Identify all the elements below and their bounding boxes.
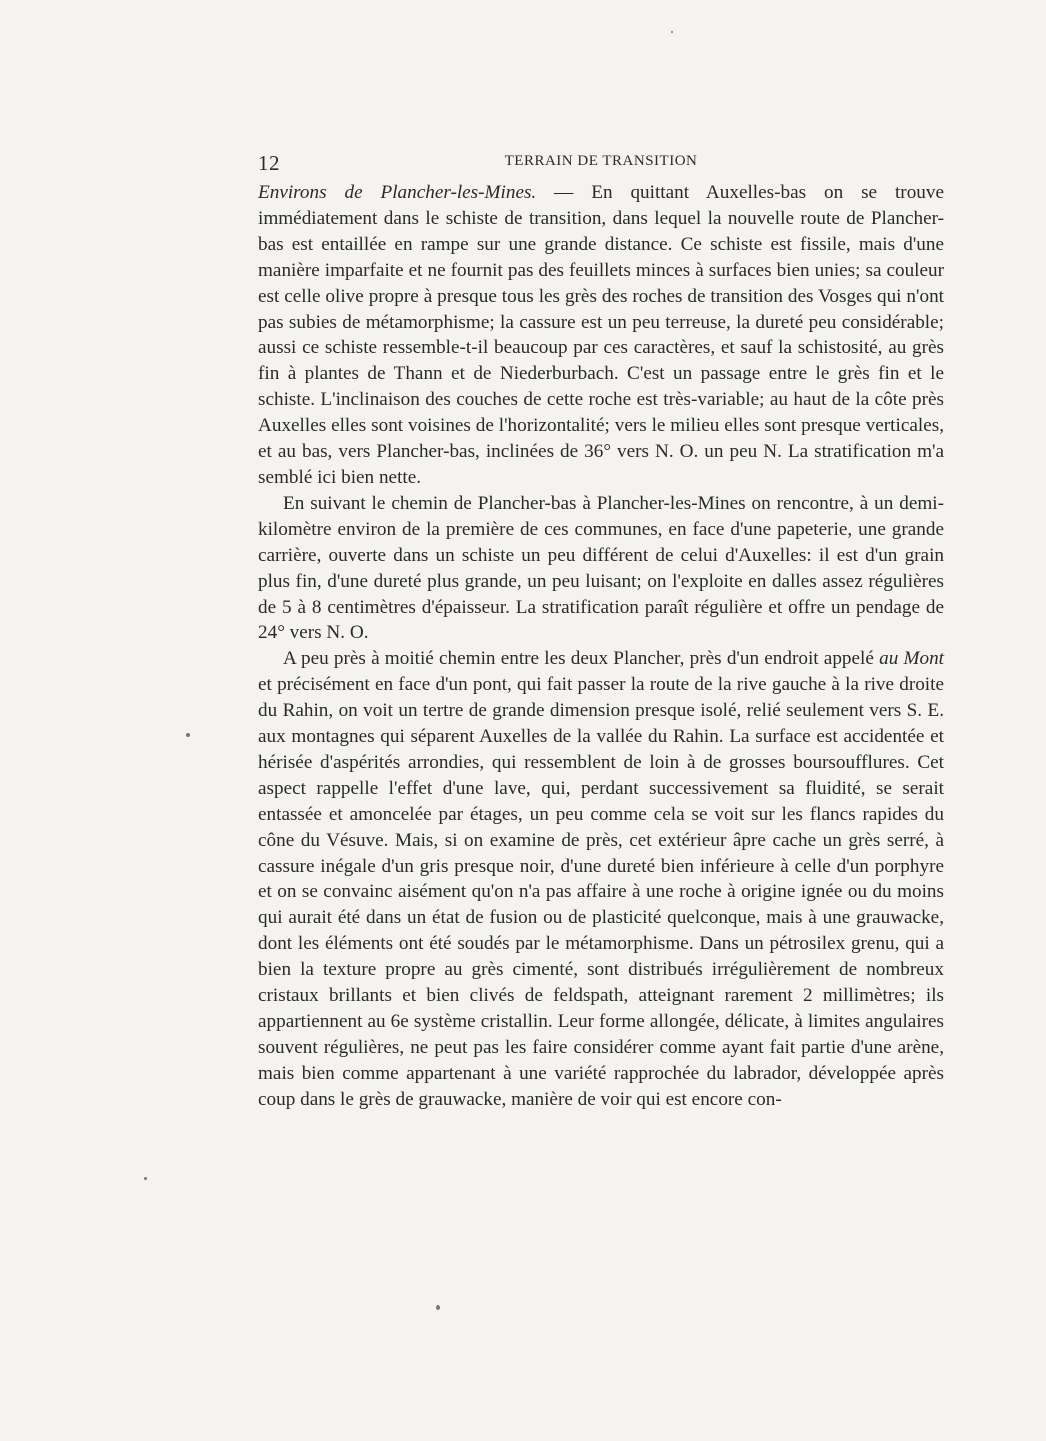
scan-speck — [144, 1177, 147, 1180]
paragraph-1 — [258, 180, 944, 491]
scan-speck — [436, 1305, 440, 1310]
paragraph-1-text: — En quittant Auxelles-bas on se trouve immédiatement dans le schiste de transition, dans lequel la nouvelle route de Plancher-bas est entaillée en rampe sur une grande distance. Ce schiste est fissile, mais d'une manière imparfaite et ne fournit pas des feuillets minces à surfaces bien unies; sa couleur est celle olive propre à presque tous les grès des roches de transition des Vosges qui n'ont pas subies de métamorphisme; la cassure est un peu terreuse, la dureté peu considérable; aussi ce schiste ressemble-t-il beaucoup par ces caractères, et sauf la schistosité, au grès fin à plantes de Thann et de Niederburbach. C'est un passage entre le grès fin et le schiste. L'inclinaison des couches de cette roche est très-variable; au haut de la côte près Auxelles elles sont voisines de l'horizontalité; vers le milieu elles sont presque verticales, et au bas, vers Plancher-bas, inclinées de 36° vers N. O. un peu N. La stratification m'a semblé ici bien nette. — [258, 182, 944, 488]
paragraph-2: En suivant le chemin de Plancher-bas à Plancher-les-Mines on rencontre, à un demi-kilomètre environ de la première de ces communes, en face d'une papeterie, une grande carrière, ouverte dans un schiste un peu différent de celui d'Auxelles: il est d'un grain plus fin, d'une dureté plus grande, un peu luisant; on l'exploite en dalles assez régulières de 5 à 8 centimètres d'épaisseur. La stratification paraît régulière et offre un pendage de 24° vers N. O. — [258, 492, 944, 644]
body-text — [258, 180, 944, 1113]
paragraph-3-text-before: A peu près à moitié chemin entre les deux Plancher, près d'un endroit appelé — [283, 648, 880, 670]
section-heading: Environs de Plancher-les-Mines. — [258, 182, 537, 203]
scan-speck — [671, 31, 673, 33]
paragraph-3 — [258, 646, 944, 1112]
page-number: 12 — [258, 151, 280, 175]
scan-speck — [186, 733, 190, 737]
place-name-au-mont: au Mont — [879, 648, 944, 670]
running-head — [258, 151, 944, 175]
paragraph-3-text-after: et précisément en face d'un pont, qui fait passer la route de la rive gauche à la rive droite du Rahin, on voit un tertre de grande dimension presque isolé, relié seulement vers S. E. aux montagnes qui séparent Auxelles de la vallée du Rahin. La surface est accidentée et hérisée d'aspérités arrondies, qui ressemblent de loin à de grosses boursoufflures. Cet aspect rappelle l'effet d'une lave, qui, perdant successivement sa fluidité, se serait entassée et amoncelée par étages, un peu comme cela se voit sur les flancs rapides du cône du Vésuve. Mais, si on examine de près, cet extérieur âpre cache un grès serré, à cassure inégale d'un gris presque noir, d'une dureté bien inférieure à celle d'un porphyre et on se convainc aisément qu'on n'a pas affaire à une roche à origine ignée ou du moins qui aurait été dans un état de fusion ou de plasticité quelconque, mais à une grauwacke, dont les éléments ont été soudés par le métamorphisme. Dans un pétrosilex grenu, qui a bien la texture propre au grès cimenté, sont distribués irrégulièrement de nombreux cristaux brillants et bien clivés de feldspath, atteignant rarement 2 millimètres; ils appartiennent au 6e système cristallin. Leur forme allongée, délicate, à limites angulaires souvent régulières, ne peut pas les faire considérer comme ayant fait partie d'une arène, mais bien comme appartenant à une variété rapprochée du labrador, développée après coup dans le grès de grauwacke, manière de voir qui est encore con- — [258, 674, 944, 1110]
running-title: TERRAIN DE TRANSITION — [504, 153, 698, 169]
